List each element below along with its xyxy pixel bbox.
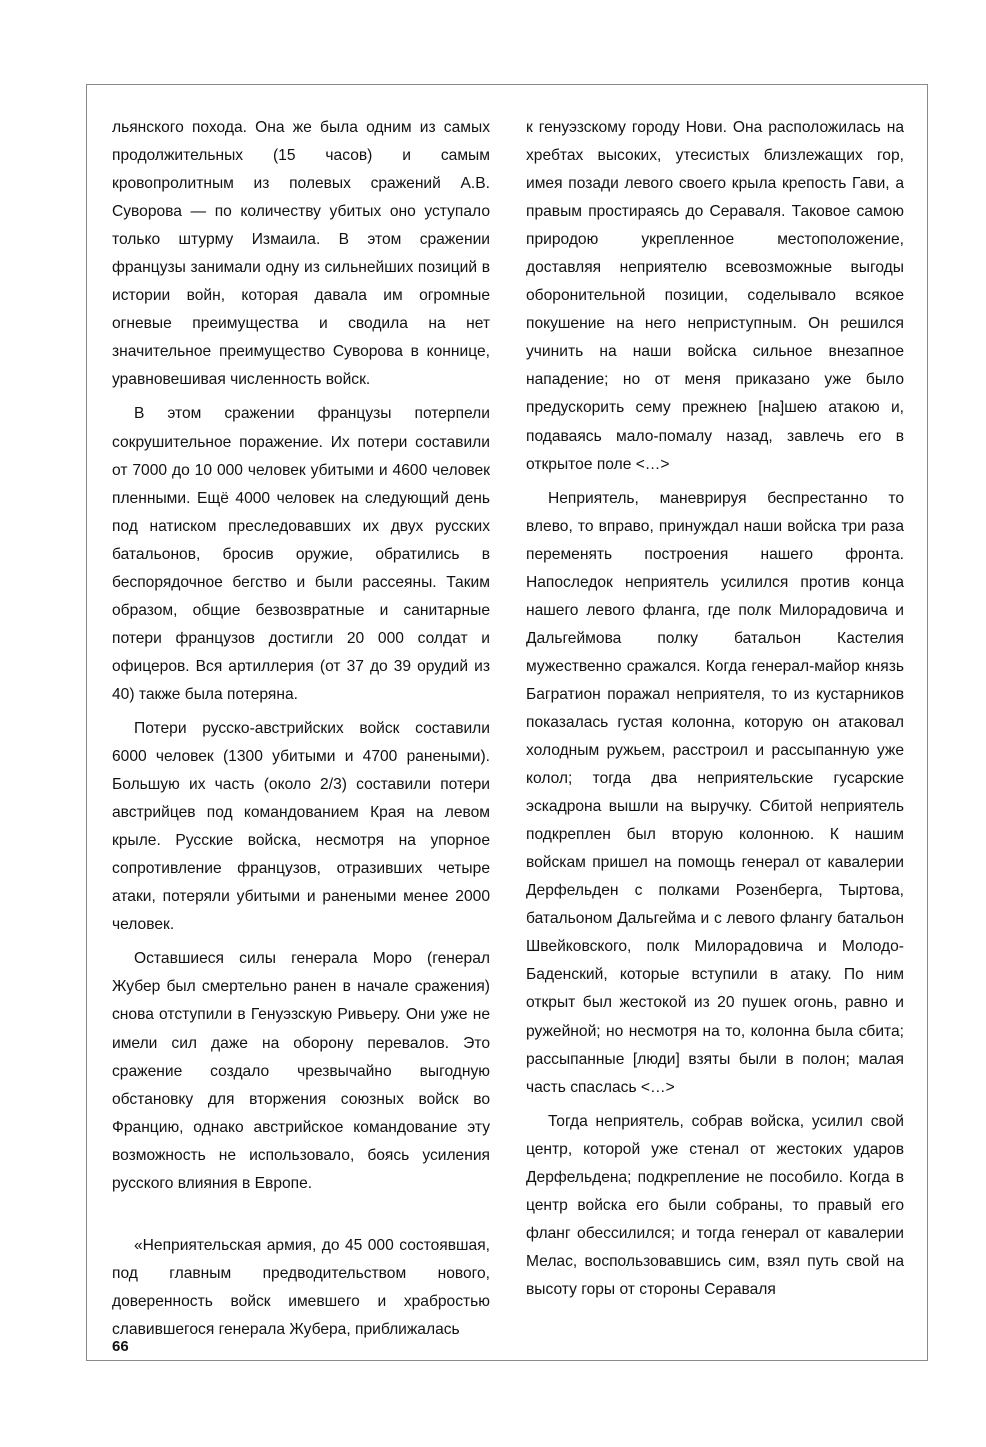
paragraph: В этом сражении французы потерпели сокрушительное поражение. Их потери составили от 7000 до 10 000 человек убитыми и 4600 человек пленными. Ещё 4000 человек на следующий день под натиском преследовавших их двух русских батальонов, бросив оружие, обратились в беспорядочное бегство и были рассеяны. Таким образом, общие безвозвратные и санитарные потери французов достигли 20 000 солдат и офицеров. Вся артиллерия (от 37 до 39 орудий из 40) также была потеряна. bbox=[112, 405, 490, 703]
page-number: 66 bbox=[112, 1338, 129, 1355]
right-column bbox=[526, 114, 904, 1304]
quote-paragraph: «Неприятельская армия, до 45 000 состоявшая, под главным предводительством нового, доверенность войск имевшего и храбростью славившегося генерала Жубера, приближалась bbox=[112, 1236, 490, 1338]
paragraph: Тогда неприятель, собрав войска, усилил свой центр, которой уже стенал от жестоких ударов Дерфельдена; подкрепление не пособило. Когда в центр войска его были собраны, то правый его фланг обессилился; и тогда генерал от кавалерии Мелас, воспользовавшись сим, взял путь свой на высоту горы от стороны Сераваля bbox=[526, 1112, 904, 1298]
paragraph: льянского похода. Она же была одним из самых продолжительных (15 часов) и самым кровопролитным из полевых сражений А.В. Суворова — по количеству убитых оно уступало только штурму Измаила. В этом сражении французы занимали одну из сильнейших позиций в истории войн, которая давала им огромные огневые преимущества и сводила на нет значительное преимущество Суворова в коннице, уравновешивая численность войск. bbox=[112, 119, 490, 389]
paragraph: к генуэзскому городу Нови. Она расположилась на хребтах высоких, утесистых близлежащих гор, имея позади левого своего крыла крепость Гави, а правым простираясь до Сераваля. Таковое самою природою укрепленное местоположение, доставляя неприятелю всевозможные выгоды оборонительной позиции, соделывало всякое покушение на него неприступным. Он решился учинить на наши войска сильное внезапное нападение; но от меня приказано уже было предускорить сему прежнею [на]шею атакою и, подаваясь мало-помалу назад, завлечь его в открытое поле <…> bbox=[526, 119, 904, 473]
left-column bbox=[112, 114, 490, 1344]
paragraph: Неприятель, маневрируя беспрестанно то влево, то вправо, принуждал наши войска три раза переменять построения нашего фронта. Напоследок неприятель усилился против конца нашего левого фланга, где полк Милорадовича и Дальгеймова полку батальон Кастелия мужественно сражался. Когда генерал-майор князь Багратион поражал неприятеля, то из кустарников показалась густая колонна, которую он атаковал холодным ружьем, расстроил и рассыпанную уже колол; тогда два неприятельские гусарские эскадрона вышли на выручку. Сбитой неприятель подкреплен был вторую колонною. К нашим войскам пришел на помощь генерал от кавалерии Дерфельден с полками Розенберга, Тыртова, батальоном Дальгейма и с левого флангу батальон Швейковского, полк Милорадовича и Молодо-Баденский, которые вступили в атаку. По ним открыт был жестокой из 20 пушек огонь, равно и ружейной; но несмотря на то, колонна была сбита; рассыпанные [люди] взяты были в полон; малая часть спаслась <…> bbox=[526, 489, 904, 1096]
paragraph: Потери русско-австрийских войск составили 6000 человек (1300 убитыми и 4700 ранеными). Большую их часть (около 2/3) составили потери австрийцев под командованием Края на левом крыле. Русские войска, несмотря на упорное сопротивление французов, отразивших четыре атаки, потеряли убитыми и ранеными менее 2000 человек. bbox=[112, 719, 490, 934]
paragraph: Оставшиеся силы генерала Моро (генерал Жубер был смертельно ранен в начале сражения) снова отступили в Генуэзскую Ривьеру. Они уже не имели сил даже на оборону перевалов. Это сражение создало чрезвычайно выгодную обстановку для вторжения союзных войск во Францию, однако австрийское командование эту возможность не использовало, боясь усиления русского влияния в Европе. bbox=[112, 950, 490, 1192]
